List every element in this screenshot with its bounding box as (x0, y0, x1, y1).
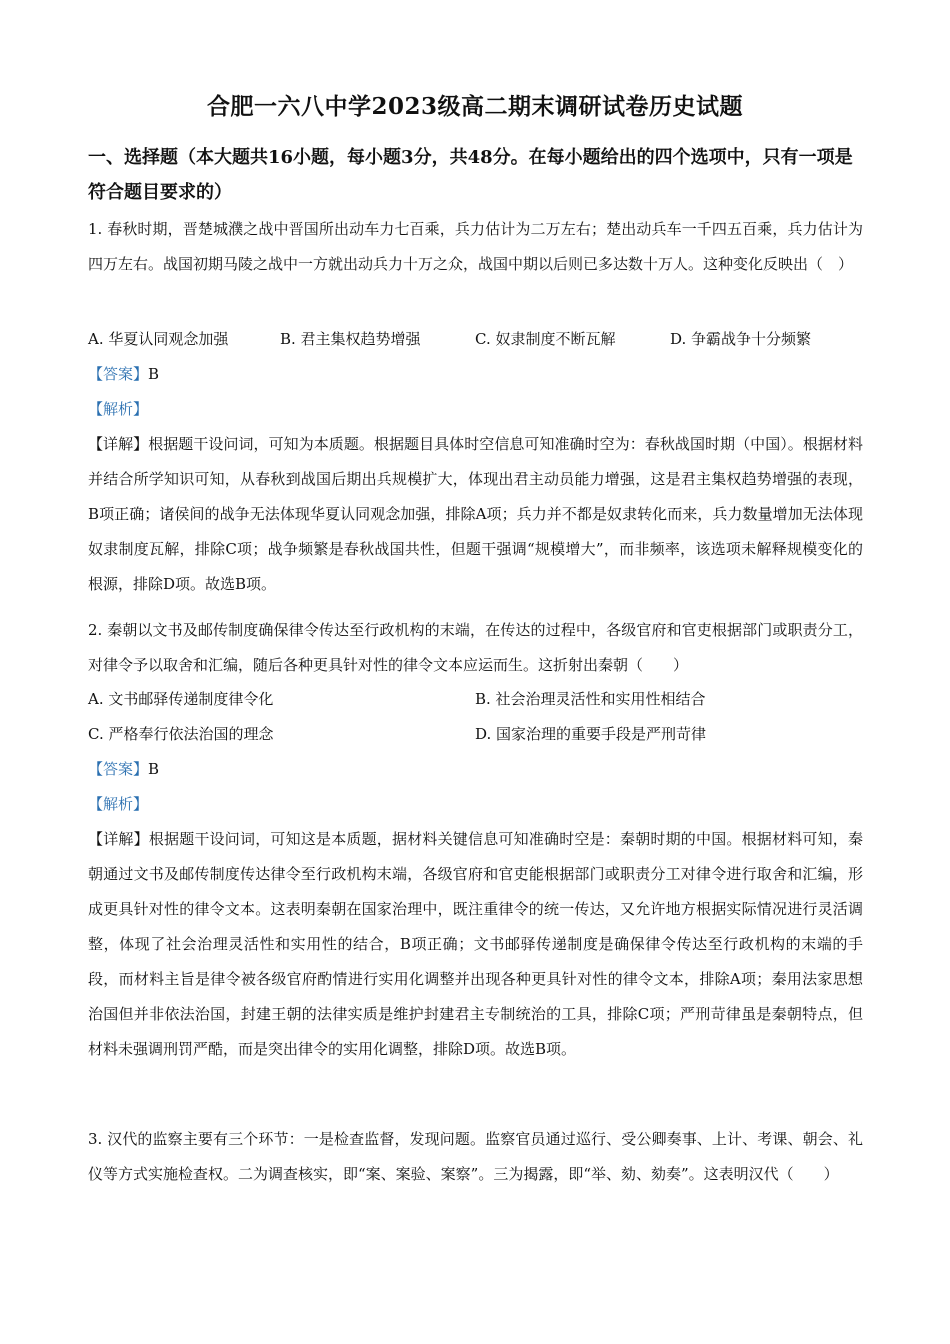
question-1-option-b: B. 君主集权趋势增强 (280, 330, 421, 348)
analysis-label: 【解析】 (88, 795, 149, 813)
question-3-stem: 3. 汉代的监察主要有三个环节：一是检查监督，发现问题。监察官员通过巡行、受公卿奏事、上计、考课、朝会、礼仪等方式实施检查权。二为调查核实，即“案、案验、案察”。三为揭露，即“举、劾、劾奏”。这表明汉代（ ） (88, 1130, 863, 1183)
question-1-option-c: C. 奴隶制度不断瓦解 (475, 330, 616, 348)
section-heading: 一、选择题（本大题共16小题，每小题3分，共48分。在每小题给出的四个选项中，只有一项是符合题目要求的） (88, 147, 853, 203)
question-2-option-a: A. 文书邮驿传递制度律令化 (88, 690, 274, 708)
detail-label: 【详解】 (88, 830, 149, 848)
question-1-analysis-label (88, 398, 148, 420)
question-2-answer: B (148, 760, 160, 778)
question-1-detail (88, 427, 863, 602)
answer-label: 【答案】 (88, 365, 149, 383)
page-title: 合肥一六八中学2023级高二期末调研试卷历史试题 (206, 93, 743, 120)
question-2-option-d: D. 国家治理的重要手段是严刑苛律 (475, 725, 707, 743)
question-1-answer-line (88, 363, 159, 385)
detail-label: 【详解】 (88, 435, 149, 453)
question-1-detail-text: 根据题干设问词，可知为本质题。根据题目具体时空信息可知准确时空为：春秋战国时期（中国）。根据材料并结合所学知识可知，从春秋到战国后期出兵规模扩大，体现出君主动员能力增强，这是君主集权趋势增强的表现，B项正确；诸侯间的战争无法体现华夏认同观念加强，排除A项；兵力并不都是奴隶转化而来，兵力数量增加无法体现奴隶制度瓦解，排除C项；战争频繁是春秋战国共性，但题干强调“规模增大”，而非频率，该选项未解释规模变化的根源，排除D项。故选B项。 (88, 435, 863, 593)
question-2-answer-line (88, 758, 159, 780)
question-2-detail-text: 根据题干设问词，可知这是本质题，据材料关键信息可知准确时空是：秦朝时期的中国。根据材料可知，秦朝通过文书及邮传制度传达律令至行政机构末端，各级官府和官吏能根据部门或职责分工对律令进行取舍和汇编，形成更具针对性的律令文本。这表明秦朝在国家治理中，既注重律令的统一传达，又允许地方根据实际情况进行灵活调整，体现了社会治理灵活性和实用性的结合，B项正确；文书邮驿传递制度是确保律令传达至行政机构的末端的手段，而材料主旨是律令被各级官府酌情进行实用化调整并出现各种更具针对性的律令文本，排除A项；秦用法家思想治国但并非依法治国，封建王朝的法律实质是维护封建君主专制统治的工具，排除C项；严刑苛律虽是秦朝特点，但材料未强调刑罚严酷，而是突出律令的实用化调整，排除D项。故选B项。 (88, 830, 863, 1058)
answer-label: 【答案】 (88, 760, 149, 778)
question-1-stem: 1. 春秋时期，晋楚城濮之战中晋国所出动车力七百乘，兵力估计为二万左右；楚出动兵车一千四五百乘，兵力估计为四万左右。战国初期马陵之战中一方就出动兵力十万之众，战国中期以后则已多达数十万人。这种变化反映出（ ） (88, 220, 863, 273)
question-2-analysis-label (88, 793, 148, 815)
analysis-label: 【解析】 (88, 400, 149, 418)
question-1-option-d: D. 争霸战争十分频繁 (670, 330, 812, 348)
question-2-option-b: B. 社会治理灵活性和实用性相结合 (475, 690, 706, 708)
question-1-option-a: A. 华夏认同观念加强 (88, 330, 229, 348)
question-2-stem: 2. 秦朝以文书及邮传制度确保律令传达至行政机构的末端，在传达的过程中，各级官府和官吏根据部门或职责分工，对律令予以取舍和汇编，随后各种更具针对性的律令文本应运而生。这折射出秦朝（ ） (88, 621, 863, 674)
question-2-option-c: C. 严格奉行依法治国的理念 (88, 725, 274, 743)
question-1-answer: B (148, 365, 160, 383)
question-2-detail (88, 822, 863, 1067)
